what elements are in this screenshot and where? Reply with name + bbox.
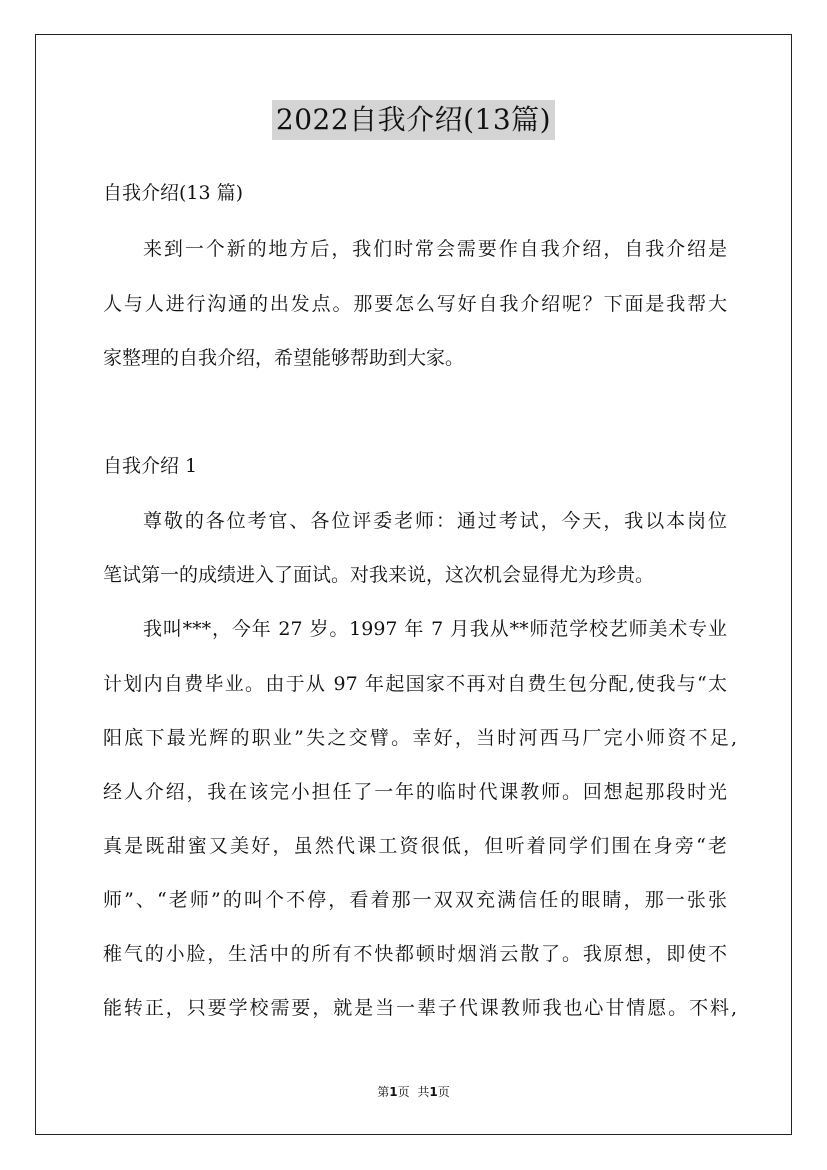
paragraph-line: 我叫***，今年 27 岁。1997 年 7 月我从**师范学校艺师美术专业 — [143, 618, 727, 640]
document-title: 2022自我介绍(13篇) — [272, 100, 555, 140]
footer-total-number: 1 — [429, 1085, 438, 1099]
intro-line: 人与人进行沟通的出发点。那要怎么写好自我介绍呢？下面是我帮大 — [103, 293, 727, 315]
paragraph-line: 真是既甜蜜又美好，虽然代课工资很低，但听着同学们围在身旁“老 — [103, 835, 727, 857]
paragraph-line: 能转正，只要学校需要，就是当一辈子代课教师我也心甘情愿。不料, — [103, 997, 737, 1019]
footer-page-number: 1 — [389, 1085, 398, 1099]
paragraph-line: 师”、“老师”的叫个不停，看着那一双双充满信任的眼睛，那一张张 — [103, 889, 727, 911]
paragraph-line: 经人介绍，我在该完小担任了一年的临时代课教师。回想起那段时光 — [103, 781, 727, 803]
paragraph-line: 稚气的小脸，生活中的所有不快都顿时烟消云散了。我原想，即使不 — [103, 943, 727, 965]
paragraph-line: 尊敬的各位考官、各位评委老师：通过考试，今天，我以本岗位 — [143, 510, 727, 532]
intro-line: 家整理的自我介绍，希望能够帮助到大家。 — [103, 347, 465, 369]
footer-page-suffix: 页 — [397, 1085, 410, 1099]
paragraph-line: 计划内自费毕业。由于从 97 年起国家不再对自费生包分配,使我与“太 — [103, 673, 727, 695]
section-heading: 自我介绍 1 — [103, 455, 198, 477]
page-footer — [0, 1083, 827, 1100]
footer-page-prefix: 第 — [377, 1085, 390, 1099]
title-wrap — [0, 100, 827, 140]
intro-line: 来到一个新的地方后，我们时常会需要作自我介绍，自我介绍是 — [143, 238, 727, 260]
footer-total-suffix: 页 — [437, 1085, 450, 1099]
paragraph-line: 笔试第一的成绩进入了面试。对我来说，这次机会显得尤为珍贵。 — [103, 564, 655, 586]
paragraph-line: 阳底下最光辉的职业”失之交臂。幸好，当时河西马厂完小师资不足, — [103, 727, 737, 749]
footer-total-prefix: 共 — [417, 1085, 430, 1099]
subtitle: 自我介绍(13 篇) — [103, 182, 244, 204]
